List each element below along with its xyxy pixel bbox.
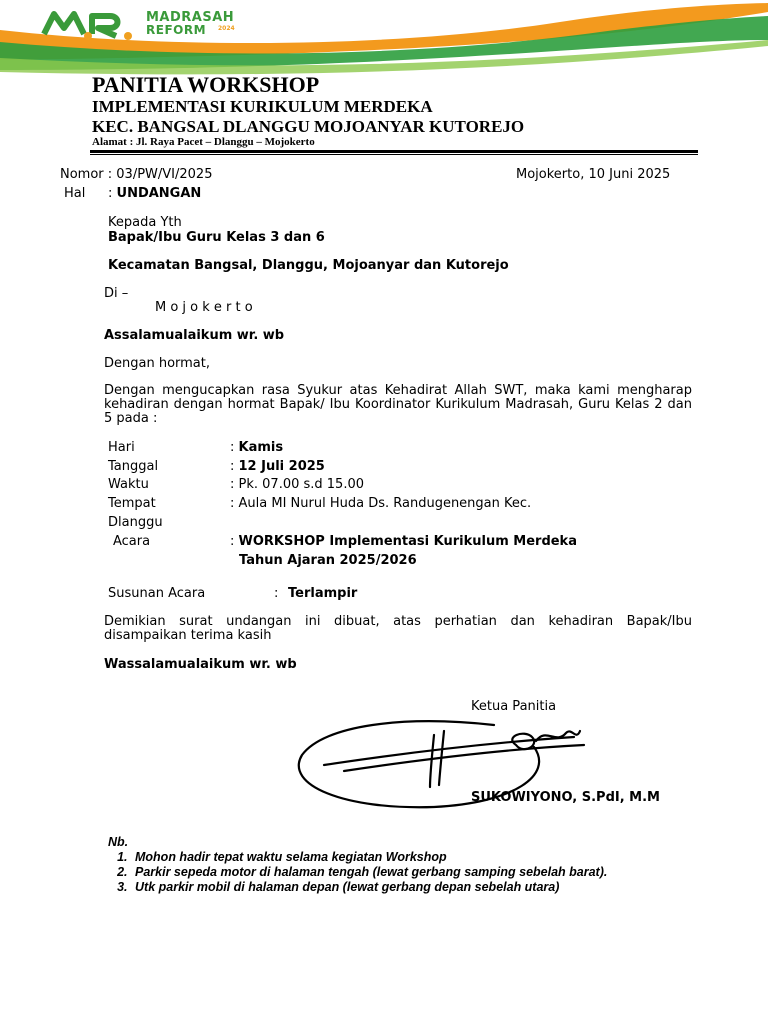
detail-hari-label: Hari [108,440,135,455]
detail-waktu-label: Waktu [108,477,149,492]
schedule-value: Terlampir [288,586,358,601]
recipient-line1: Bapak/Ibu Guru Kelas 3 dan 6 [108,230,325,245]
logo-text-line2: REFORM [146,23,207,37]
mr-logo-icon [40,8,140,42]
detail-hari [230,440,283,455]
closing-paragraph: Demikian surat undangan ini dibuat, atas perhatian dan kehadiran Bapak/Ibu disampaikan terima kasih [104,614,692,643]
detail-acara-value: WORKSHOP Implementasi Kurikulum Merdeka [238,534,577,549]
notes-heading: Nb. [108,835,129,849]
detail-tanggal-value: 12 Juli 2025 [238,459,325,474]
recipient-intro: Kepada Yth [108,215,182,230]
letter-place-date: Mojokerto, 10 Juni 2025 [516,167,671,182]
note-item: 1. Mohon hadir tepat waktu selama kegiatan Workshop [131,850,607,865]
letterhead-title: IMPLEMENTASI KURIKULUM MERDEKA [92,97,433,116]
detail-separator: : [230,459,239,474]
detail-hari-value: Kamis [238,440,284,455]
detail-tempat-continued: Dlanggu [108,515,163,530]
madrasah-reform-logo [40,8,260,42]
body-paragraph: Dengan mengucapkan rasa Syukur atas Kehadirat Allah SWT, maka kami mengharap kehadiran dengan hormat Bapak/ Ibu Koordinator Kurikulum Madrasah, Guru Kelas 2 dan 5 pada : [104,383,692,426]
letterhead-rule-thick [90,150,698,153]
detail-separator: : [230,534,239,549]
recipient-line2: Kecamatan Bangsal, Dlanggu, Mojoanyar dan Kutorejo [108,258,509,273]
letter-number: Nomor : 03/PW/VI/2025 [60,167,213,182]
subject-label: Hal [64,186,86,201]
letterhead-org: PANITIA WORKSHOP [92,72,320,97]
detail-separator: : [230,440,239,455]
recipient-di: Di – [104,286,129,301]
detail-tanggal [230,459,325,474]
letterhead-address: Alamat : Jl. Raya Pacet – Dlanggu – Mojokerto [92,136,315,148]
note-item: 2. Parkir sepeda motor di halaman tengah (lewat gerbang samping sebelah barat). [131,865,607,880]
notes [108,835,607,895]
detail-separator: : [230,477,239,492]
logo-tag: 2024 [218,25,235,32]
detail-waktu [230,477,364,492]
subject-line [108,186,201,201]
letterhead-region: KEC. BANGSAL DLANGGU MOJOANYAR KUTOREJO [92,117,525,136]
detail-tempat-value: Aula MI Nurul Huda Ds. Randugenengan Kec. [238,496,532,511]
detail-acara-label: Acara [113,534,151,549]
subject-value: UNDANGAN [116,186,202,201]
note-item: 3. Utk parkir mobil di halaman depan (lewat gerbang depan sebelah utara) [131,880,607,895]
greeting: Assalamualaikum wr. wb [104,328,285,343]
detail-separator: : [230,496,239,511]
notes-list [108,850,607,895]
detail-tempat-label: Tempat [108,496,156,511]
detail-tempat [230,496,531,511]
schedule-label: Susunan Acara [108,586,206,601]
signatory-role: Ketua Panitia [471,699,557,714]
farewell: Wassalamualaikum wr. wb [104,657,297,672]
letterhead-rule-thin [90,154,698,155]
logo-text-line1: MADRASAH [146,10,235,25]
detail-acara [230,534,577,549]
detail-acara-continued: Tahun Ajaran 2025/2026 [239,553,417,568]
schedule-separator: : [274,586,279,601]
signatory-name: SUKOWIYONO, S.PdI, M.M [471,790,660,805]
salutation: Dengan hormat, [104,356,211,371]
handwritten-signature [284,715,594,825]
subject-separator: : [108,186,117,201]
detail-tanggal-label: Tanggal [108,459,159,474]
recipient-city: M o j o k e r t o [155,300,253,315]
detail-waktu-value: Pk. 07.00 s.d 15.00 [238,477,365,492]
